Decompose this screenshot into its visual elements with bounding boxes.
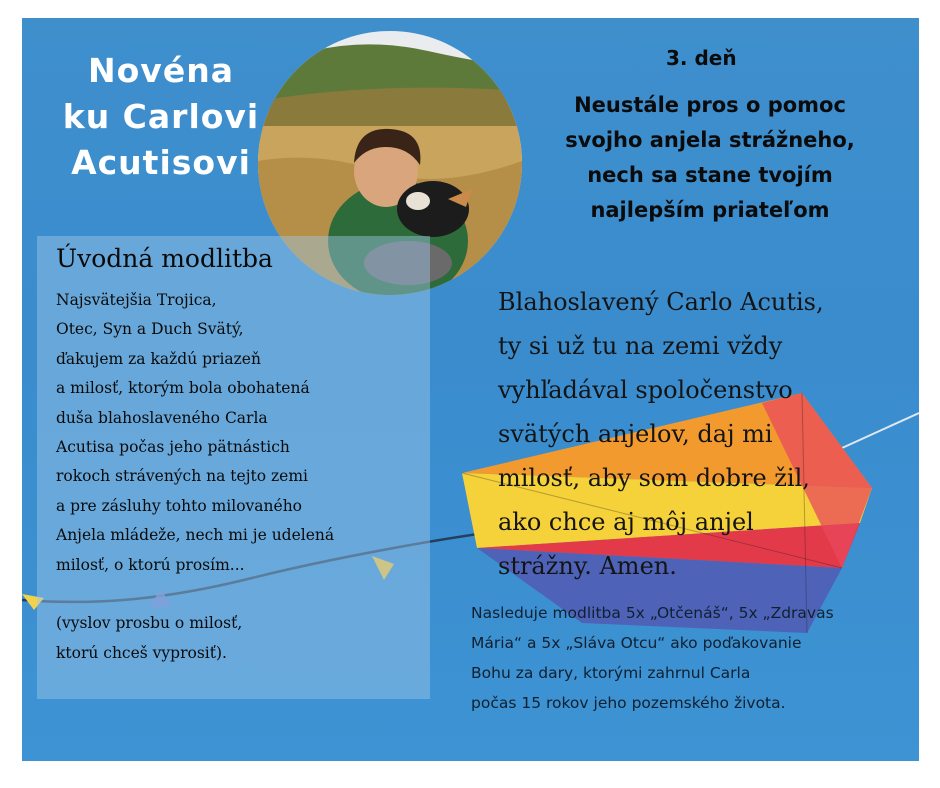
day-prayer-line: svätých anjelov, daj mi bbox=[498, 420, 773, 448]
intro-prayer-line: milosť, o ktorú prosím... bbox=[56, 555, 245, 574]
closing-line: Mária“ a 5x „Sláva Otcu“ ako poďakovanie bbox=[471, 634, 802, 652]
day-prayer-line: milosť, aby som dobre žil, bbox=[498, 464, 810, 492]
intro-prayer-line: Acutisa počas jeho pätnástich bbox=[56, 437, 290, 456]
closing-line: Bohu za dary, ktorými zahrnul Carla bbox=[471, 664, 751, 682]
day-number: 3. deň bbox=[666, 46, 737, 70]
intro-prayer-line: duša blahoslaveného Carla bbox=[56, 408, 268, 427]
intro-prayer-line: Najsvätejšia Trojica, bbox=[56, 291, 217, 309]
intro-prayer-line: a milosť, ktorým bola obohatená bbox=[56, 379, 310, 398]
intro-prayer-heading: Úvodná modlitba bbox=[56, 244, 273, 273]
closing-instructions bbox=[471, 598, 834, 718]
day-theme-line: nech sa stane tvojím bbox=[587, 163, 833, 187]
intro-prayer-line: rokoch strávených na tejto zemi bbox=[56, 467, 308, 486]
intro-prayer-line: Anjela mládeže, nech mi je udelená bbox=[56, 526, 335, 545]
intro-prayer-line bbox=[56, 580, 334, 609]
day-prayer-line: Blahoslavený Carlo Acutis, bbox=[498, 288, 824, 316]
title-line: Novéna bbox=[88, 51, 234, 90]
intro-prayer-line: Otec, Syn a Duch Svätý, bbox=[56, 320, 244, 339]
day-prayer-text bbox=[498, 280, 824, 588]
intro-prayer-line: (vyslov prosbu o milosť, bbox=[56, 614, 243, 633]
day-prayer-line: ako chce aj môj anjel bbox=[498, 508, 754, 536]
day-prayer-line: ty si už tu na zemi vždy bbox=[498, 332, 783, 360]
intro-prayer-line: ďakujem za každú priazeň bbox=[56, 349, 261, 368]
novena-title bbox=[56, 48, 266, 186]
intro-prayer-text bbox=[56, 286, 334, 668]
title-line: Acutisovi bbox=[71, 143, 251, 182]
day-prayer-line: vyhľadával spoločenstvo bbox=[498, 376, 793, 404]
day-prayer-line: strážny. Amen. bbox=[498, 552, 677, 580]
day-theme bbox=[530, 88, 890, 228]
day-theme-line: Neustále pros o pomoc bbox=[574, 93, 846, 117]
novena-card bbox=[22, 18, 919, 761]
day-theme-line: najlepším priateľom bbox=[590, 198, 830, 222]
day-theme-line: svojho anjela strážneho, bbox=[565, 128, 855, 152]
closing-line: Nasleduje modlitba 5x „Otčenáš“, 5x „Zdravas bbox=[471, 604, 834, 622]
intro-prayer-line: a pre zásluhy tohto milovaného bbox=[56, 496, 303, 515]
intro-prayer-line: ktorú chceš vyprosiť). bbox=[56, 643, 227, 662]
closing-line: počas 15 rokov jeho pozemského života. bbox=[471, 694, 786, 712]
title-line: ku Carlovi bbox=[62, 97, 260, 136]
